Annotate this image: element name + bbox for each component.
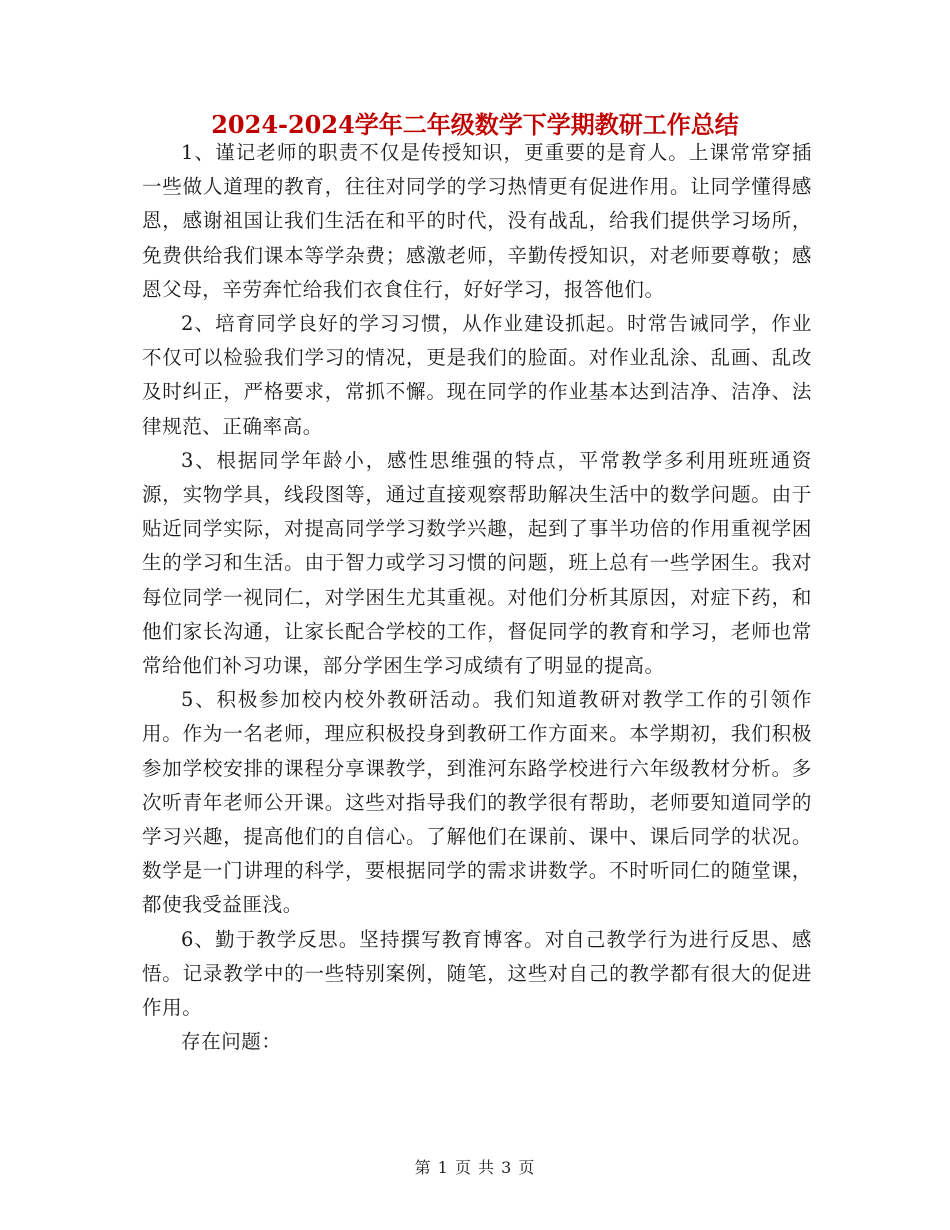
paragraph-issues-heading: 存在问题： <box>181 1030 282 1054</box>
document-body <box>142 136 812 1059</box>
paragraph-1: 1、谨记老师的职责不仅是传授知识，更重要的是育人。上课常常穿插一些做人道理的教育，往往对同学的学习热情更有促进作用。让同学懂得感恩，感谢祖国让我们生活在和平的时代，没有战乱，给我们提供学习场所，免费供给我们课本等学杂费；感激老师，辛勤传授知识，对老师要尊敬；感恩父母，辛劳奔忙给我们衣食住行，好好学习，报答他们。 <box>142 141 812 301</box>
paragraph-5: 5、积极参加校内校外教研活动。我们知道教研对教学工作的引领作用。作为一名老师，理应积极投身到教研工作方面来。本学期初，我们积极参加学校安排的课程分享课教学，到淮河东路学校进行六年级教材分析。多次听青年老师公开课。这些对指导我们的教学很有帮助，老师要知道同学的学习兴趣，提高他们的自信心。了解他们在课前、课中、课后同学的状况。数学是一门讲理的科学，要根据同学的需求讲数学。不时听同仁的随堂课，都使我受益匪浅。 <box>142 688 812 917</box>
paragraph-6: 6、勤于教学反思。坚持撰写教育博客。对自己教学行为进行反思、感悟。记录教学中的一些特别案例，随笔，这些对自己的教学都有很大的促进作用。 <box>142 927 812 1020</box>
paragraph-3: 3、根据同学年龄小，感性思维强的特点，平常教学多利用班班通资源，实物学具，线段图等，通过直接观察帮助解决生活中的数学问题。由于贴近同学实际，对提高同学学习数学兴趣，起到了事半功倍的作用重视学困生的学习和生活。由于智力或学习习惯的问题，班上总有一些学困生。我对每位同学一视同仁，对学困生尤其重视。对他们分析其原因，对症下药，和他们家长沟通，让家长配合学校的工作，督促同学的教育和学习，老师也常常给他们补习功课，部分学困生学习成绩有了明显的提高。 <box>142 448 812 678</box>
page-number-footer: 第 1 页 共 3 页 <box>414 1158 536 1177</box>
document-title: 2024-2024学年二年级数学下学期教研工作总结 <box>211 110 739 139</box>
paragraph-2: 2、培育同学良好的学习习惯，从作业建设抓起。时常告诫同学，作业不仅可以检验我们学习的情况，更是我们的脸面。对作业乱涂、乱画、乱改及时纠正，严格要求，常抓不懈。现在同学的作业基本达到洁净、洁净、法律规范、正确率高。 <box>142 312 812 438</box>
